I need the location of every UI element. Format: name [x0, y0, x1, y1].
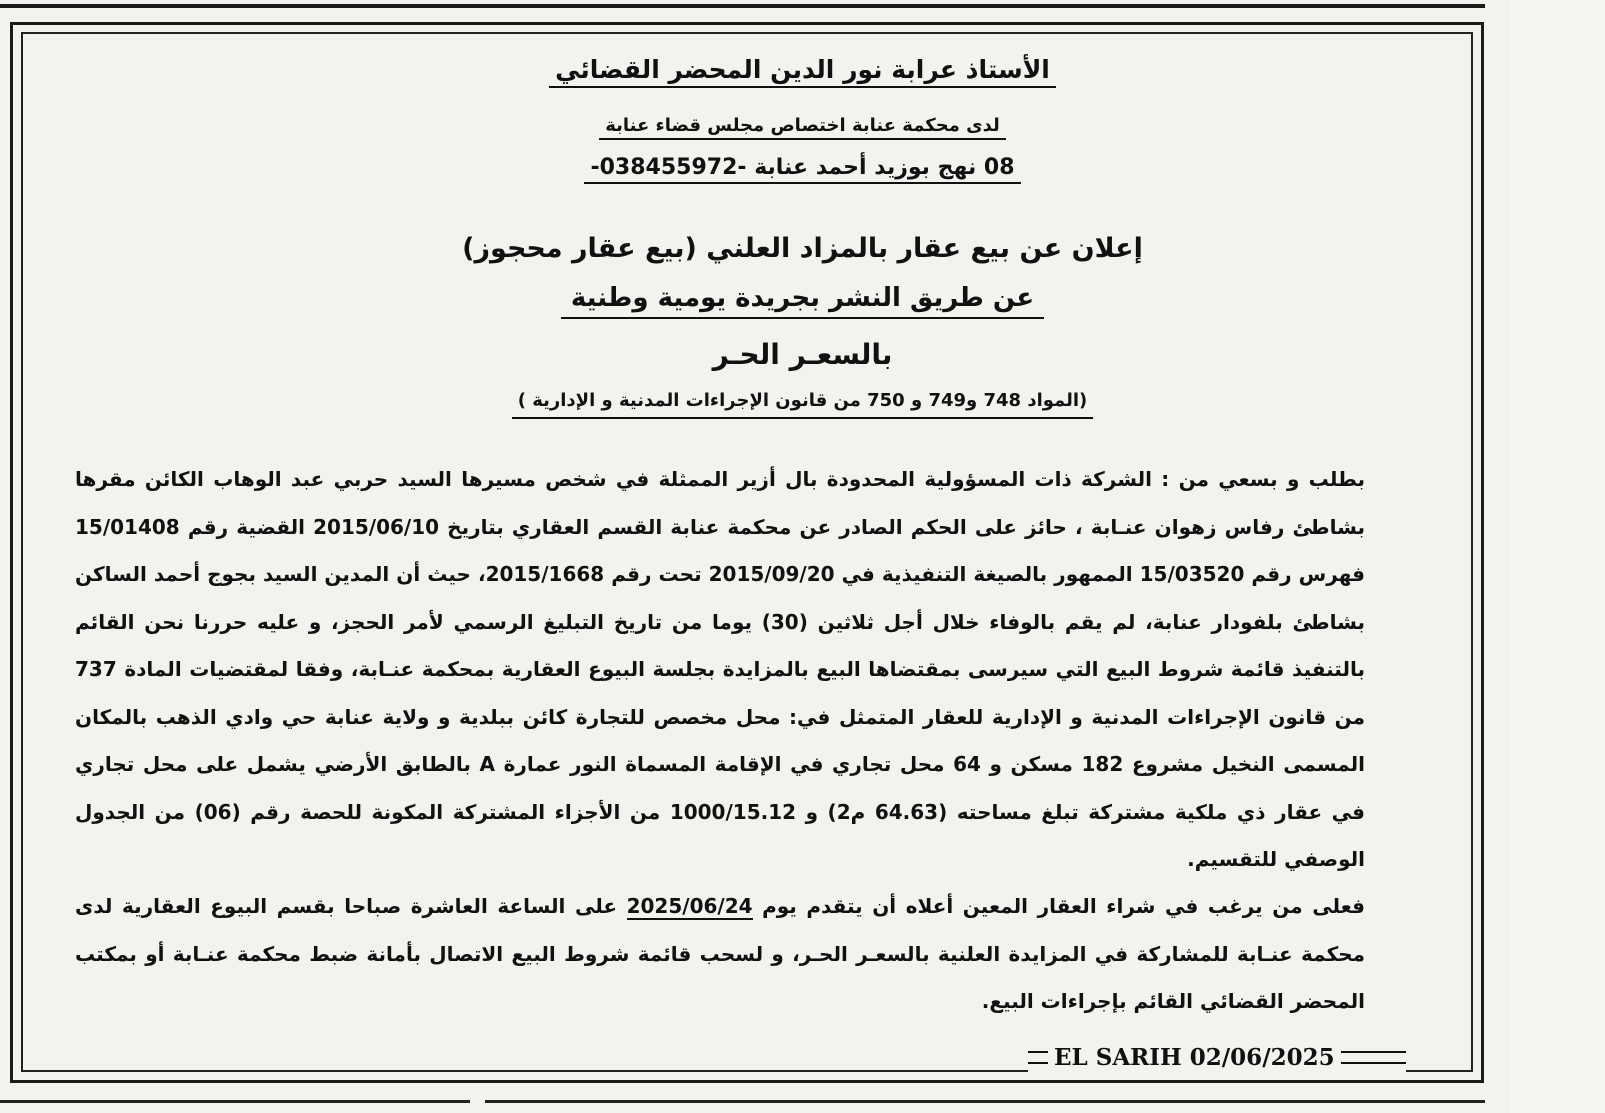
bailiff-address-text: 08 نهج بوزيد أحمد عنابة -038455972- — [584, 155, 1020, 184]
announcement-title: إعلان عن بيع عقار بالمزاد العلني (بيع عقار محجوز) — [462, 233, 1143, 264]
notice-paragraph-1: بطلب و بسعي من : الشركة ذات المسؤولية المحدودة بال أزير الممثلة في شخص مسيرها السيد حربي عبد الوهاب الكائن مقرها بشاطئ رفاس زهوان عنـابة ، حائز على الحكم الصادر عن محكمة عنابة القسم العقاري بتاريخ 2015/06/10 القضية رقم 15/01408 فهرس رقم 15/03520 الممهور بالصيغة التنفيذية في 2015/09/20 تحت رقم 2015/1668، حيث أن المدين السيد بجوج أحمد الساكن بشاطئ بلفودار عنابة، لم يقم بالوفاء خلال أجل ثلاثين (30) يوما من تاريخ التبليغ الرسمي لأمر الحجز، و عليه حررنا نحن القائم بالتنفيذ قائمة شروط البيع التي سيرسى بمقتضاها البيع بالمزايدة بجلسة البيوع العقارية بمحكمة عنـابة، وفقا لمقتضيات المادة 737 من قانون الإجراءات المدنية و الإدارية للعقار المتمثل في: محل مخصص للتجارة كائن ببلدية و ولاية عنابة حي وادي الذهب بالمكان المسمى النخيل مشروع 182 مسكن و 64 محل تجاري في الإقامة المسماة النور عمارة A بالطابق الأرضي يشمل على محل تجاري في عقار ذي ملكية مشتركة تبلغ مساحته (64.63 م2) و 1000/15.12 من الأجزاء المشتركة المكونة للحصة رقم (06) من الجدول الوصفي للتقسيم. — [75, 467, 1366, 871]
newspaper-name-date: EL SARIH 02/06/2025 — [1054, 1043, 1335, 1071]
newspaper-footer — [1028, 1042, 1406, 1072]
bottom-rule-left — [0, 1100, 470, 1103]
court-jurisdiction-text: لدى محكمة عنابة اختصاص مجلس قضاء عنابة — [599, 115, 1006, 140]
notice-paragraph-2 — [75, 883, 1365, 1026]
bailiff-address — [0, 155, 1605, 180]
footer-rule-right — [1341, 1051, 1406, 1064]
court-jurisdiction — [0, 115, 1605, 136]
bottom-rule-right — [485, 1100, 1485, 1103]
footer-rule-left — [1028, 1051, 1048, 1064]
publication-method — [0, 283, 1605, 313]
publication-method-text: عن طريق النشر بجريدة يومية وطنية — [561, 283, 1044, 319]
paragraph-2-rest: على الساعة العاشرة صباحا بقسم البيوع العقارية لدى محكمة عنـابة للمشاركة في المزايدة العلنية بالسعـر الحـر، و لسحب قائمة شروط البيع الاتصال بأمانة ضبط محكمة عنـابة أو بمكتب المحضر القضائي القائم بإجراءات البيع. — [75, 894, 1365, 1013]
auction-date: 2025/06/24 — [626, 894, 753, 918]
bailiff-name-text: الأستاذ عرابة نور الدين المحضر القضائي — [549, 55, 1056, 88]
legal-articles-text: (المواد 748 و749 و 750 من قانون الإجراءات المدنية و الإدارية ) — [512, 390, 1094, 419]
top-rule — [0, 4, 1485, 8]
paragraph-2-lead: فعلى من يرغب في شراء العقار المعين أعلاه أن يتقدم يوم — [752, 894, 1365, 918]
legal-articles — [0, 390, 1605, 411]
price-type: بالسعـر الحـر — [712, 338, 893, 371]
bailiff-name — [0, 55, 1605, 84]
